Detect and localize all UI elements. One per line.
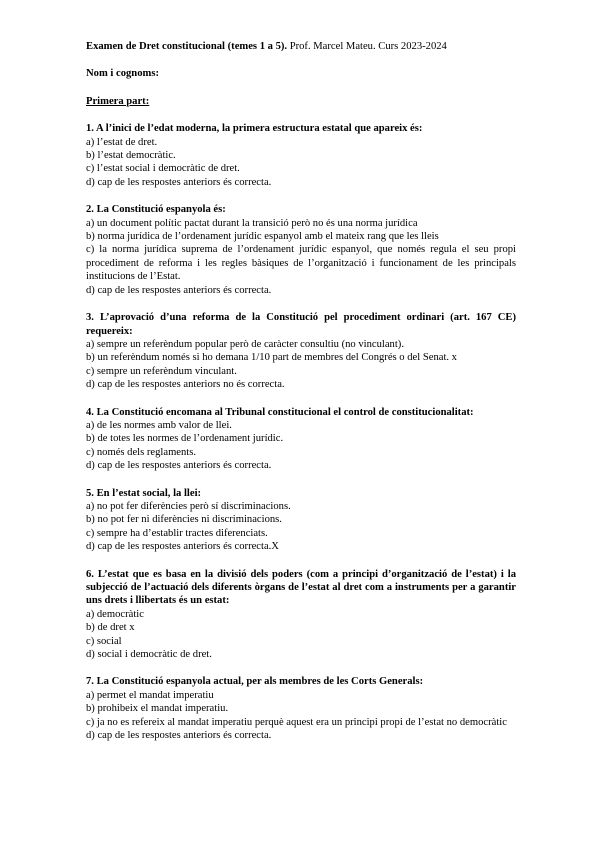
- option-d: d) social i democràtic de dret.: [86, 649, 212, 661]
- question-title: 2. La Constitució espanyola és:: [86, 204, 226, 216]
- part-title: Primera part:: [86, 95, 150, 107]
- professor-course: Prof. Marcel Mateu. Curs 2023-2024: [289, 41, 447, 52]
- question-6: [86, 568, 516, 662]
- option-d: d) cap de les respostes anteriors no és correcta.: [86, 379, 285, 391]
- option-d: d) cap de les respostes anteriors és correcta.: [86, 730, 272, 742]
- option-b: b) no pot fer ni diferències ni discriminacions.: [86, 514, 282, 526]
- option-b: b) prohibeix el mandat imperatiu.: [86, 703, 229, 715]
- option-c: c) sempre ha d’establir tractes diferenciats.: [86, 527, 268, 539]
- option-b: b) de dret x: [86, 622, 135, 634]
- question-1: [86, 122, 516, 189]
- option-c: c) social: [86, 635, 122, 647]
- option-c: c) la norma jurídica suprema de l’ordenament jurídic espanyol, que només regula el seu propi procediment de reforma i les regles bàsiques de l’organització i funcionament de les principals institucions de l’Estat.: [86, 244, 516, 283]
- question-title: 7. La Constitució espanyola actual, per als membres de les Corts Generals:: [86, 676, 424, 688]
- option-b: b) norma jurídica de l’ordenament jurídic espanyol amb el mateix rang que les lleis: [86, 231, 439, 243]
- option-a: a) democràtic: [86, 608, 144, 620]
- option-d: d) cap de les respostes anteriors és correcta.: [86, 284, 272, 296]
- option-a: a) sempre un referèndum popular però de caràcter consultiu (no vinculant).: [86, 338, 404, 350]
- option-c: c) l’estat social i democràtic de dret.: [86, 163, 240, 175]
- option-b: b) l’estat democràtic.: [86, 150, 176, 162]
- question-4: [86, 406, 516, 473]
- exam-header: [86, 40, 516, 53]
- option-b: b) un referèndum només si ho demana 1/10 part de membres del Congrés o del Senat. x: [86, 352, 457, 364]
- question-title: 5. En l’estat social, la llei:: [86, 487, 202, 499]
- question-2: [86, 203, 516, 297]
- question-7: [86, 675, 516, 742]
- name-label: Nom i cognoms:: [86, 68, 159, 80]
- option-c: c) ja no es refereix al mandat imperatiu perquè aquest era un principi propi de l’estat no democràtic: [86, 716, 507, 728]
- option-a: a) no pot fer diferències però sí discriminacions.: [86, 500, 291, 512]
- option-a: a) permet el mandat imperatiu: [86, 689, 214, 701]
- question-title: 3. L’aprovació d’una reforma de la Constitució pel procediment ordinari (art. 167 CE) requereix:: [86, 312, 516, 337]
- question-5: [86, 487, 516, 554]
- question-title: 4. La Constitució encomana al Tribunal constitucional el control de constitucionalitat:: [86, 406, 474, 418]
- exam-page: [86, 40, 516, 742]
- option-a: a) un document polític pactat durant la transició però no és una norma jurídica: [86, 217, 418, 229]
- question-title: 6. L’estat que es basa en la divisió dels poders (com a principi d’organització de l’estat) i la subjecció de l’actuació dels diferents òrgans de l’estat al dret com a instruments per a garantir uns drets i llibertats és un estat:: [86, 568, 516, 607]
- option-a: a) de les normes amb valor de llei.: [86, 419, 232, 431]
- question-title: 1. A l’inici de l’edat moderna, la primera estructura estatal que apareix és:: [86, 123, 423, 135]
- option-c: c) sempre un referèndum vinculant.: [86, 365, 237, 377]
- option-d: d) cap de les respostes anteriors és correcta.X: [86, 541, 279, 553]
- option-d: d) cap de les respostes anteriors és correcta.: [86, 460, 272, 472]
- option-b: b) de totes les normes de l’ordenament jurídic.: [86, 433, 284, 445]
- question-3: [86, 311, 516, 391]
- option-c: c) només dels reglaments.: [86, 446, 197, 458]
- exam-title: Examen de Dret constitucional (temes 1 a 5).: [86, 41, 288, 52]
- option-a: a) l’estat de dret.: [86, 136, 158, 148]
- option-d: d) cap de les respostes anteriors és correcta.: [86, 176, 272, 188]
